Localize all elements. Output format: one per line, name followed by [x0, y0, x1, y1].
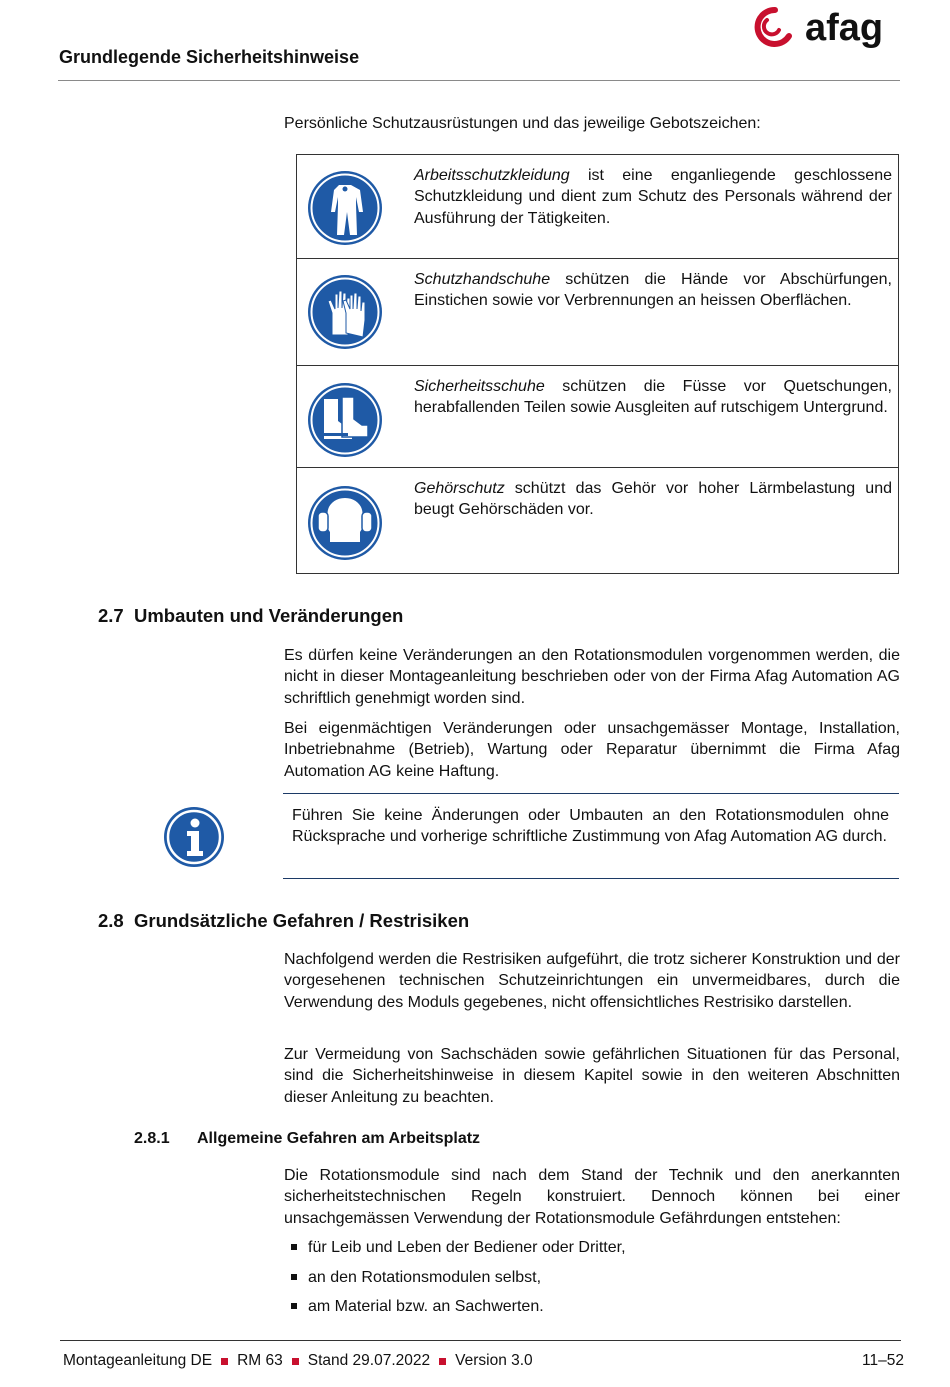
ppe-intro-text: Persönliche Schutzausrüstungen und das jeweilige Gebotszeichen: — [284, 115, 761, 132]
info-icon — [163, 806, 225, 868]
page-number: 11–52 — [862, 1352, 904, 1369]
hazard-list — [290, 1237, 626, 1326]
ppe-row-gloves — [297, 259, 898, 366]
paragraph: Zur Vermeidung von Sachschäden sowie gefährlichen Situationen für das Personal, sind die Sicherheitshinweise in diesem Kapitel sowie in den weiteren Abschnitten dieser Anleitung zu beachten. — [284, 1046, 900, 1106]
ppe-row-ear — [297, 468, 898, 573]
footer-model: RM 63 — [237, 1352, 283, 1369]
section-heading-2-8 — [98, 910, 469, 932]
paragraph: Die Rotationsmodule sind nach dem Stand der Technik und den anerkannten sicherheitstechnischen Regeln konstruiert. Dennoch können bei einer unsachgemässen Verwendung der Rotationsmodule Gefährdungen entstehen: — [284, 1167, 900, 1227]
subsection-number: 2.8.1 — [134, 1130, 170, 1147]
section-heading-2-7 — [98, 605, 403, 627]
ppe-description: schützen die Hände vor Abschürfungen, Einstichen sowie vor Verbrennungen an heissen Oberflächen. — [414, 271, 892, 310]
ppe-term: Schutzhandschuhe — [414, 271, 551, 288]
info-note-text: Führen Sie keine Änderungen oder Umbauten an den Rotationsmodulen ohne Rücksprache und vorherige schriftliche Zustimmung von Afag Automation AG durch. — [292, 807, 889, 846]
ppe-table — [296, 154, 899, 574]
ppe-text-gloves — [414, 269, 892, 312]
ppe-term: Gehörschutz — [414, 480, 505, 497]
info-note-box — [283, 793, 899, 879]
section-title: Umbauten und Veränderungen — [134, 605, 404, 626]
ppe-text-ear — [414, 478, 892, 521]
footer-rule — [60, 1340, 901, 1341]
section-number: 2.7 — [98, 605, 124, 626]
list-item: für Leib und Leben der Bediener oder Dritter, — [290, 1237, 626, 1267]
ppe-description: schützen die Füsse vor Quetschungen, herabfallenden Teilen sowie Ausgleiten auf rutschigem Untergrund. — [414, 378, 892, 417]
page-header-title: Grundlegende Sicherheitshinweise — [59, 47, 360, 67]
ppe-term: Sicherheitsschuhe — [414, 378, 545, 395]
ppe-description: ist eine enganliegende geschlossene Schutzkleidung und dient zum Schutz des Personals während der Ausführung der Tätigkeiten. — [414, 167, 892, 227]
footer-version: Version 3.0 — [455, 1352, 533, 1369]
footer-doc-title: Montageanleitung DE — [63, 1352, 213, 1369]
header-rule — [58, 80, 900, 81]
section-number: 2.8 — [98, 910, 124, 931]
section-title: Grundsätzliche Gefahren / Restrisiken — [134, 910, 470, 931]
afag-logo — [753, 6, 901, 50]
ppe-text-clothing — [414, 165, 892, 229]
footer-date: Stand 29.07.2022 — [307, 1352, 431, 1369]
footer — [63, 1352, 533, 1370]
ppe-term: Arbeitsschutzkleidung — [414, 167, 570, 184]
footer-separator — [439, 1358, 446, 1365]
ppe-row-clothing — [297, 155, 898, 259]
footer-separator — [292, 1358, 299, 1365]
gloves-icon — [306, 273, 384, 351]
ear-protection-icon — [306, 484, 384, 562]
footer-separator — [221, 1358, 228, 1365]
protective-clothing-icon — [306, 169, 384, 247]
svg-text:afag: afag — [805, 7, 884, 49]
paragraph: Bei eigenmächtigen Veränderungen oder unsachgemässer Montage, Installation, Inbetriebnahme (Betrieb), Wartung oder Reparatur übernimmt die Firma Afag Automation AG keine Haftung. — [284, 720, 900, 780]
safety-shoes-icon — [306, 381, 384, 459]
subsection-title: Allgemeine Gefahren am Arbeitsplatz — [197, 1130, 481, 1147]
subsection-heading-2-8-1 — [134, 1130, 480, 1148]
ppe-description: schützt das Gehör vor hoher Lärmbelastung und beugt Gehörschäden vor. — [414, 480, 892, 519]
list-item: am Material bzw. an Sachwerten. — [290, 1296, 626, 1326]
ppe-text-shoes — [414, 376, 892, 419]
paragraph: Nachfolgend werden die Restrisiken aufgeführt, die trotz sicherer Konstruktion und der vorgesehenen technischen Schutzeinrichtungen ein unvermeidbares, durch die Verwendung des Moduls gegebenes, nicht offensichtliches Restrisiko darstellen. — [284, 951, 900, 1011]
list-item: an den Rotationsmodulen selbst, — [290, 1267, 626, 1297]
ppe-row-shoes — [297, 366, 898, 468]
paragraph: Es dürfen keine Veränderungen an den Rotationsmodulen vorgenommen werden, die nicht in dieser Montageanleitung beschrieben oder von der Firma Afag Automation AG schriftlich genehmigt worden sind. — [284, 647, 900, 707]
